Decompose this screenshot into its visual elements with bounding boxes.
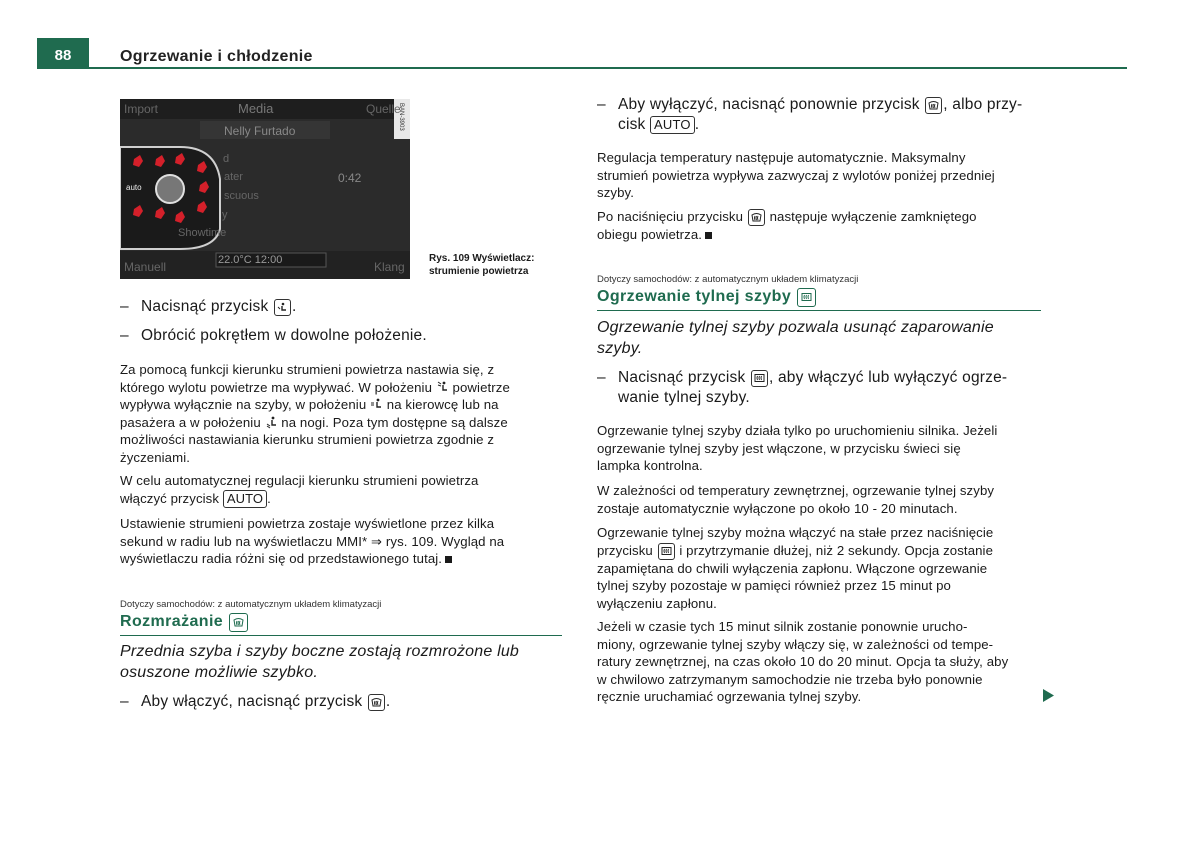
screen-list-item: scuous bbox=[224, 190, 259, 202]
left-paragraph-3: Ustawienie strumieni powietrza zostaje wyświetlone przez kilka sekund w radiu lub na wyświetlaczu MMI* ⇒ rys. 109. Wygląd na wyświetlaczu radia różni się od przedstawionego tutaj. bbox=[120, 516, 505, 567]
header-rule bbox=[89, 67, 1127, 69]
section-defrost: Rozmrażanie bbox=[120, 613, 562, 632]
screen-list-item: Showtime bbox=[178, 227, 227, 239]
right-paragraph-2: Po naciśnięciu przycisku następuje wyłączenie zamkniętego obiegu powietrza. bbox=[597, 209, 977, 242]
page-number: 88 bbox=[54, 47, 72, 64]
section-rear-window-heat: Ogrzewanie tylnej szyby bbox=[597, 288, 1041, 307]
screen-tab-quelle: Quelle bbox=[366, 102, 401, 116]
screen-list-item: ater bbox=[224, 171, 243, 183]
right-paragraph-5: Ogrzewanie tylnej szyby można włączyć na stałe przez naciśnięcie przycisku i przytrzymanie dłużej, niż 2 sekundy. Opcja zostanie zapamiętana do chwili wyłączenia zapłonu. Włączone ogrzewanie tylnej szyby pozostaje w pamięci również przez 15 minut po wyłączeniu zapłonu. bbox=[597, 525, 994, 611]
windshield-defrost-icon bbox=[925, 97, 942, 114]
screen-artist: Nelly Furtado bbox=[224, 124, 296, 138]
left-intro-italic: Przednia szyba i szyby boczne zostają rozmrożone lub osuszone możliwie szybko. bbox=[120, 643, 520, 681]
mmi-display-figure bbox=[120, 99, 410, 279]
right-intro-italic: Ogrzewanie tylnej szyby pozwala usunąć zaparowanie szyby. bbox=[597, 319, 994, 357]
section-rule bbox=[120, 635, 562, 636]
screen-footer-right: Klang bbox=[374, 260, 405, 274]
left-applies-note: Dotyczy samochodów: z automatycznym układem klimatyzacji bbox=[120, 599, 382, 610]
end-square-icon bbox=[445, 556, 452, 563]
right-paragraph-6: Jeżeli w czasie tych 15 minut silnik zostanie ponownie urucho- miony, ogrzewanie tylnej szyby włączy się, w zależności od tempe- ratury zewnętrznej, na czas około 10 do 20 minut. Opcja ta służy, aby w chwilowo zatrzymanym samochodzie nie trzeba było ponownie ręcznie uruchamiać ogrzewania tylnej szyby. bbox=[597, 619, 1009, 705]
left-bullet-2: – Obrócić pokrętłem w dowolne położenie. bbox=[120, 327, 427, 344]
right-paragraph-3: Ogrzewanie tylnej szyby działa tylko po uruchomieniu silnika. Jeżeli ogrzewanie tylnej szyby jest włączone, w przycisku świeci się lampka kontrolna. bbox=[597, 423, 998, 474]
right-paragraph-4: W zależności od temperatury zewnętrznej, ogrzewanie tylnej szyby zostaje automatycznie wyłączone po około 10 - 20 minutach. bbox=[597, 483, 995, 516]
continue-arrow-icon bbox=[1043, 689, 1054, 702]
right-paragraph-1: Regulacja temperatury następuje automatycznie. Maksymalny strumień powietrza wypływa zazwyczaj z wylotów poniżej przedniej szyby. bbox=[597, 150, 995, 201]
screen-tab-media: Media bbox=[238, 101, 274, 116]
windshield-defrost-icon bbox=[229, 613, 248, 632]
screen-status: 22.0°C 12:00 bbox=[218, 254, 283, 266]
right-bullet-2: – Nacisnąć przycisk , aby włączyć lub wyłączyć ogrze- wanie tylnej szyby. bbox=[597, 369, 1008, 406]
screen-list-item: d bbox=[223, 153, 230, 165]
screen-tab-import: Import bbox=[124, 102, 159, 116]
screen-auto-label: auto bbox=[126, 183, 142, 192]
airflow-windshield-icon bbox=[436, 381, 449, 394]
auto-key: AUTO bbox=[650, 116, 695, 134]
right-applies-note: Dotyczy samochodów: z automatycznym układem klimatyzacji bbox=[597, 274, 859, 285]
windshield-defrost-icon bbox=[748, 209, 765, 226]
section-rule bbox=[597, 310, 1041, 311]
rear-window-heat-icon bbox=[751, 370, 768, 387]
airflow-feet-icon bbox=[265, 416, 278, 429]
screen-side-code: BAN-3903 bbox=[398, 103, 404, 131]
screen-time: 0:42 bbox=[338, 171, 362, 185]
left-paragraph-1: Za pomocą funkcji kierunku strumieni powietrza nastawia się, z którego wylotu powietrze ma wypływać. W położeniu powietrze wypływa wyłącznie na szyby, w położeniu na kierowcę lub na pasażera a w położeniu na nogi. Poza tym dostępne są dalsze możliwości nastawiania kierunku strumieni powietrza zgodnie z życzeniami. bbox=[120, 362, 510, 465]
windshield-defrost-icon bbox=[368, 694, 385, 711]
rear-window-heat-icon bbox=[797, 288, 816, 307]
left-bullet-3: – Aby włączyć, nacisnąć przycisk . bbox=[120, 693, 391, 710]
rear-window-heat-icon bbox=[658, 543, 675, 560]
page-title: Ogrzewanie i chłodzenie bbox=[120, 48, 313, 65]
end-square-icon bbox=[705, 232, 712, 239]
figure-caption: Rys. 109 Wyświetlacz: strumienie powietrza bbox=[429, 253, 535, 277]
screen-list-item: y bbox=[222, 209, 228, 221]
right-bullet-1: – Aby wyłączyć, nacisnąć ponownie przycisk , albo przy- cisk AUTO . bbox=[597, 96, 1023, 133]
screen-footer-left: Manuell bbox=[124, 260, 167, 274]
left-paragraph-2: W celu automatycznej regulacji kierunku strumieni powietrza włączyć przycisk AUTO . bbox=[120, 473, 479, 506]
auto-key: AUTO bbox=[223, 490, 267, 508]
airflow-direction-icon bbox=[274, 299, 291, 316]
left-bullet-1: – Nacisnąć przycisk . bbox=[120, 298, 297, 315]
airflow-driver-icon bbox=[370, 398, 383, 411]
